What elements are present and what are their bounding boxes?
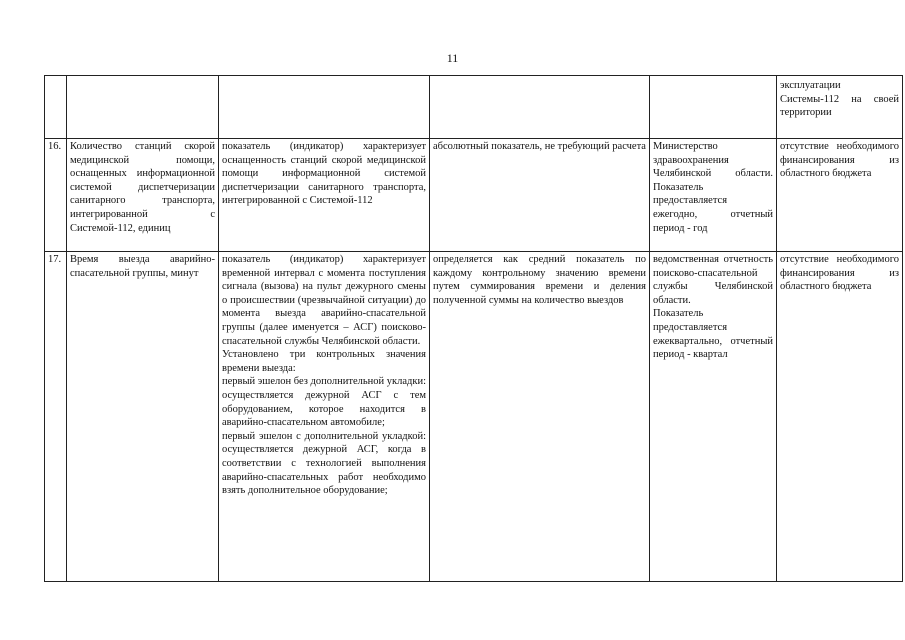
calculation-method-cell: определяется как средний показатель по каждому контрольному значению времени путем суммирования времени и деления полученной суммы на количество выездов [430,252,650,582]
indicator-name-cell [67,76,219,139]
risks-cell: отсутствие необходимого финансирования из областного бюджета [777,139,903,252]
risks-cell: отсутствие необходимого финансирования из областного бюджета [777,252,903,582]
table-row [45,76,903,139]
indicator-description-cell: показатель (индикатор) характеризует оснащенность станций скорой медицинской помощи информационной системой диспетчеризации санитарного транспорта, интегрированной с Системой-112 [219,139,430,252]
indicator-description-cell [219,76,430,139]
description-paragraph: первый эшелон без дополнительной укладки: осуществляется дежурной АСГ с тем оборудованием, которое находится в аварийно-спасательном автомобиле; [222,376,426,429]
data-source-cell: Министерство здравоохранения Челябинской области. Показатель предоставляется ежегодно, отчетный период - год [650,139,777,252]
indicator-name-cell: Время выезда аварийно-спасательной группы, минут [67,252,219,582]
description-paragraph: первый эшелон с дополнительной укладкой: осуществляется дежурной АСГ, когда в соответствии с технологией выполнения аварийно-спасательных работ необходимо взять дополнительное оборудование; [222,430,426,497]
table-row [45,252,903,582]
description-paragraph: показатель (индикатор) характеризует временной интервал с момента поступления сигнала (вызова) на пульт дежурного смены о происшествии (чрезвычайной ситуации) до момента выезда аварийно-спасательной группы (далее именуется – АСГ) поисково-спасательной службы Челябинской области. [222,254,426,347]
indicator-name-cell: Количество станций скорой медицинской помощи, оснащенных информационной системой диспетчеризации санитарного транспорта, интегрированной с Системой-112, единиц [67,139,219,252]
description-paragraph: Установлено три контрольных значения времени выезда: [222,349,426,374]
row-number-cell [45,76,67,139]
source-paragraph: ведомственная отчетность поисково-спасательной службы Челябинской области. [653,254,773,306]
calculation-method-cell [430,76,650,139]
source-paragraph: Показатель предоставляется ежеквартально, отчетный период - квартал [653,308,773,361]
page-number: 11 [446,51,459,65]
indicator-description-cell [219,252,430,582]
row-number-cell: 16. [45,139,67,252]
data-source-cell [650,76,777,139]
indicators-table [44,75,903,582]
data-source-cell [650,252,777,582]
row-number-cell: 17. [45,252,67,582]
risks-cell: эксплуатации Системы-112 на своей территории [777,76,903,139]
table-row [45,139,903,252]
calculation-method-cell: абсолютный показатель, не требующий расчета [430,139,650,252]
